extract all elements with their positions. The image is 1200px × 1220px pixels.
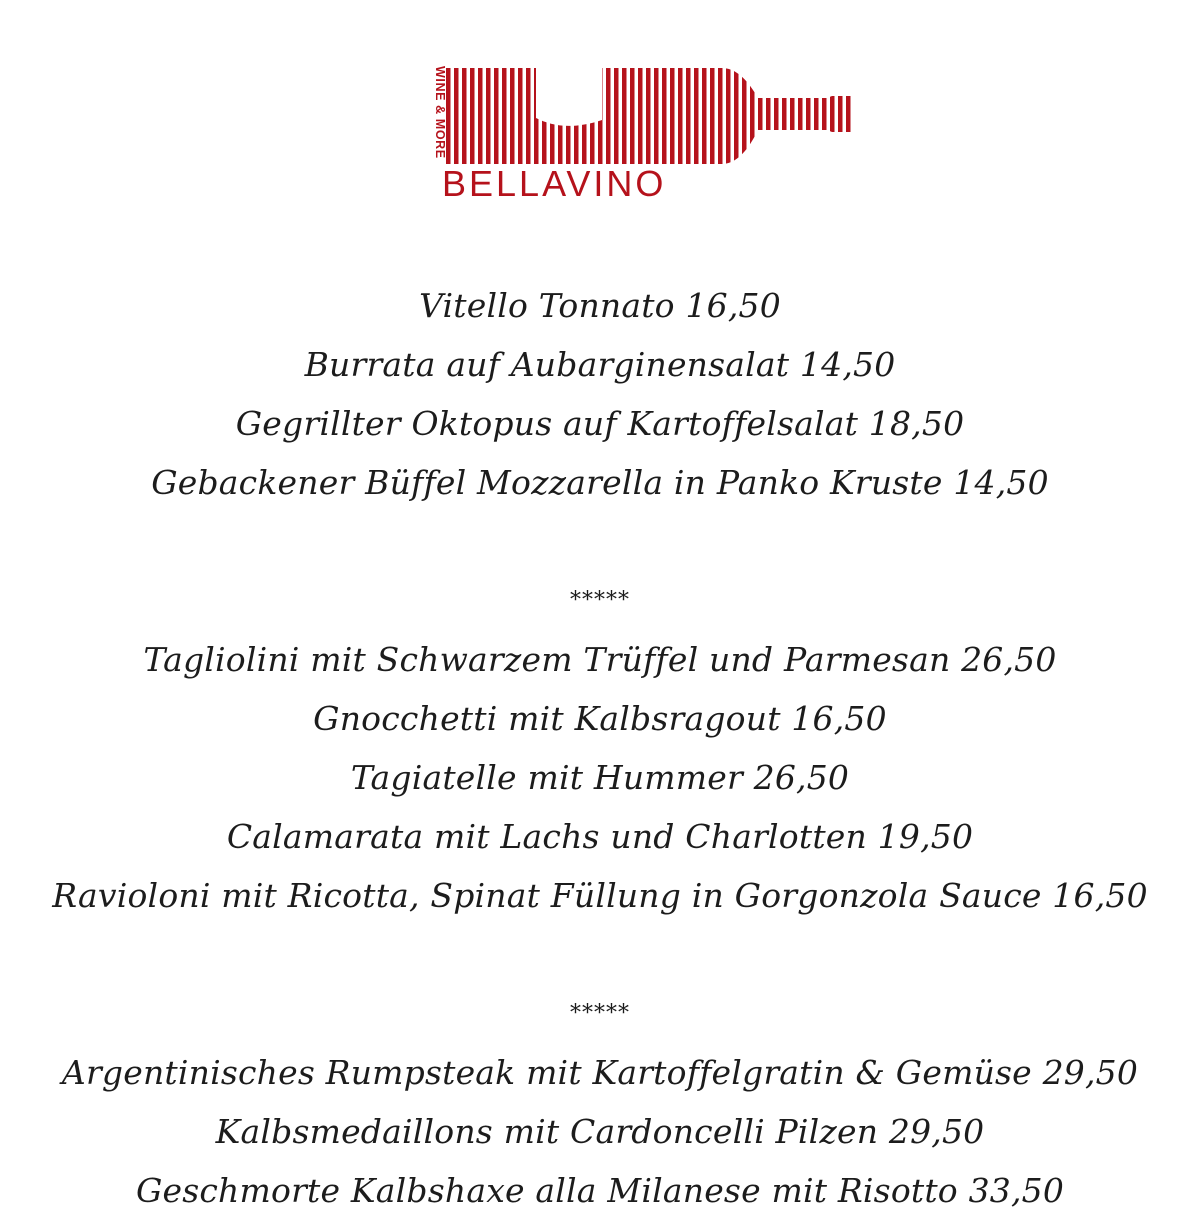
menu-item: Vitello Tonnato 16,50 <box>419 286 781 325</box>
menu-item: Tagliolini mit Schwarzem Trüffel und Parmesan 26,50 <box>143 640 1057 679</box>
brand-name: BELLAVINO <box>442 163 667 204</box>
section-spacer <box>0 512 1200 571</box>
menu-item: Argentinisches Rumpsteak mit Kartoffelgratin & Gemüse 29,50 <box>61 1053 1139 1092</box>
section-divider: ***** <box>570 1001 630 1026</box>
menu-item: Gnocchetti mit Kalbsragout 16,50 <box>313 699 887 738</box>
menu-item: Geschmorte Kalbshaxe alla Milanese mit Risotto 33,50 <box>135 1171 1065 1210</box>
menu-section-mains <box>0 984 1200 1220</box>
menu-section-pasta <box>0 571 1200 925</box>
wine-bottle-logo-icon <box>422 60 862 205</box>
brand-tagline: WINE & MORE <box>433 66 447 159</box>
menu-item: Tagiatelle mit Hummer 26,50 <box>350 758 850 797</box>
section-spacer <box>0 925 1200 984</box>
menu-item: Gegrillter Oktopus auf Kartoffelsalat 18,50 <box>235 404 965 443</box>
menu-item: Gebackener Büffel Mozzarella in Panko Kruste 14,50 <box>151 463 1049 502</box>
menu-list <box>0 276 1200 1220</box>
menu-item: Ravioloni mit Ricotta, Spinat Füllung in Gorgonzola Sauce 16,50 <box>52 876 1148 915</box>
section-divider: ***** <box>570 588 630 613</box>
menu-item: Kalbsmedaillons mit Cardoncelli Pilzen 29,50 <box>215 1112 985 1151</box>
bellavino-logo <box>422 60 862 205</box>
menu-item: Burrata auf Aubarginensalat 14,50 <box>304 345 896 384</box>
menu-section-antipasti <box>0 276 1200 512</box>
menu-item: Calamarata mit Lachs und Charlotten 19,50 <box>226 817 974 856</box>
